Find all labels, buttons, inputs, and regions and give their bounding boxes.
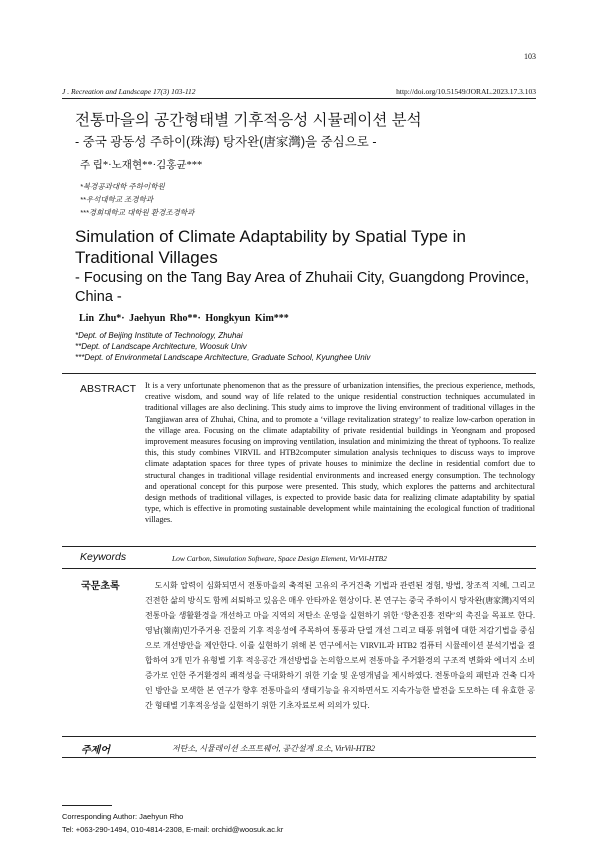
english-affiliation: **Dept. of Landscape Architecture, Woosuk Univ	[75, 342, 247, 351]
abstract-label: ABSTRACT	[80, 383, 137, 395]
abstract-text: It is a very unfortunate phenomenon that as the pressure of urbanization intensifies, the precious experience, methods, creative wisdom, and sound way of life related to the unique residential construction techniques accumulated in traditional villages are also declining. This study aims to improve the living environment of traditional villages in the Tangjiawan area of Zhuhai, China, and to promote a ‘village revitalization strategy’ to realize low-carbon operation in the village area. Focusing on the climate adaptability of private residential buildings in Yeongnam and proposed improvement measures focusing on improving ventilation, insulation and minimizing the threat of typhoons. To realize this, this study combines VIRVIL and HTB2computer simulation analysis techniques to discuss ways to improve climate adaptation spaces for three types of private houses to minimize the decline in residential comfort due to structural changes in traditional village residential environments and increased energy consumption. The technology and operational concept for this purpose were presented. This study, which explores the patterns and architectural design methods of traditional villages, is expected to provide basic data for realizing climate adaptability by spatial type, which is effective in promoting sustainable development while maintaining the ecological function of traditional villages.	[145, 381, 535, 525]
english-subtitle: - Focusing on the Tang Bay Area of Zhuhaii City, Guangdong Province, China -	[75, 270, 530, 305]
korean-authors: 주 립*·노재현**·김홍균***	[80, 160, 203, 171]
korean-keywords-rule	[62, 736, 536, 737]
korean-keywords-text: 저탄소, 시뮬레이션 소프트웨어, 공간설계 요소, VirVil-HTB2	[172, 744, 375, 753]
keywords-label: Keywords	[80, 551, 127, 563]
journal-citation: J . Recreation and Landscape 17(3) 103-112	[62, 87, 196, 96]
korean-affiliation: ***경희대학교 대학원 환경조경학과	[80, 208, 195, 217]
page-number: 103	[524, 52, 536, 61]
english-authors: Lin Zhu*· Jaehyun Rho**· Hongkyun Kim***	[79, 313, 289, 324]
doi-link[interactable]: http://doi.org/10.51549/JORAL.2023.17.3.103	[396, 87, 536, 96]
english-affiliation: *Dept. of Beijing Institute of Technology, Zhuhai	[75, 331, 243, 340]
korean-keywords-rule	[62, 757, 536, 758]
english-affiliation: ***Dept. of Environmetal Landscape Architecture, Graduate School, Kyunghee Univ	[75, 353, 371, 362]
footnote-rule	[62, 805, 112, 806]
korean-affiliation: **우석대학교 조경학과	[80, 195, 154, 204]
corresponding-author: Corresponding Author: Jaehyun Rho	[62, 812, 184, 821]
korean-subtitle: - 중국 광동성 주하이(珠海) 탕자완(唐家灣)을 중심으로 -	[75, 135, 377, 149]
keywords-rule	[62, 568, 536, 569]
korean-keywords-label: 주제어	[81, 745, 110, 756]
korean-affiliation: *북경공과대학 주하이학원	[80, 182, 165, 191]
abstract-rule	[62, 373, 536, 374]
keywords-rule	[62, 546, 536, 547]
korean-abstract-label: 국문초록	[81, 581, 120, 592]
keywords-text: Low Carbon, Simulation Software, Space Design Element, VirVil-HTB2	[172, 554, 387, 563]
header-rule	[62, 98, 536, 99]
contact-info: Tel: +063-290-1494, 010-4814-2308, E-mail: orchid@woosuk.ac.kr	[62, 825, 284, 834]
english-title: Simulation of Climate Adaptability by Spatial Type in Traditional Villages	[75, 227, 466, 267]
running-header	[62, 87, 536, 96]
korean-abstract-text: 도시화 압력이 심화되면서 전통마을의 축적된 고유의 주거건축 기법과 관련된 경험, 방법, 창조적 지혜, 그리고 건전한 삶의 방식도 함께 쇠퇴하고 있음은 매우 안타까운 현상이다. 본 연구는 중국 주하이시 탕자완(唐家灣)지역의 전통마을 생활환경을 개선하고 마을 지역의 저탄소 운영을 실현하기 위한 ‘향촌진흥 전략’의 촉진을 목표로 한다. 영남(嶺南)민가주거용 건물의 기후 적응성에 주목하여 통풍과 단열 개선 그리고 태풍 위협에 대한 저감기법을 중심으로 개선방안을 제안한다. 이를 실현하기 위해 본 연구에서는 VIRVIL과 HTB2 컴퓨터 시뮬레이션 분석기법을 결합하여 3개 민가 유형별 기후 적응공간 개선방법을 논의함으로써 전통마을 주거환경의 구조적 변화와 에너지 소비 증가로 인한 주거환경의 쾌적성을 극대화하기 위한 기술 및 운영개념을 제시하였다. 전통마을의 패턴과 건축 디자인 방안을 모색한 본 연구가 향후 전통마을의 생태기능을 유지하면서도 지속가능한 발전을 도모하는 데 유효한 공간 형태별 기후적응성을 실현하기 위한 기초자료로써 의의가 있다.	[145, 581, 535, 710]
korean-title: 전통마을의 공간형태별 기후적응성 시뮬레이션 분석	[75, 112, 422, 129]
